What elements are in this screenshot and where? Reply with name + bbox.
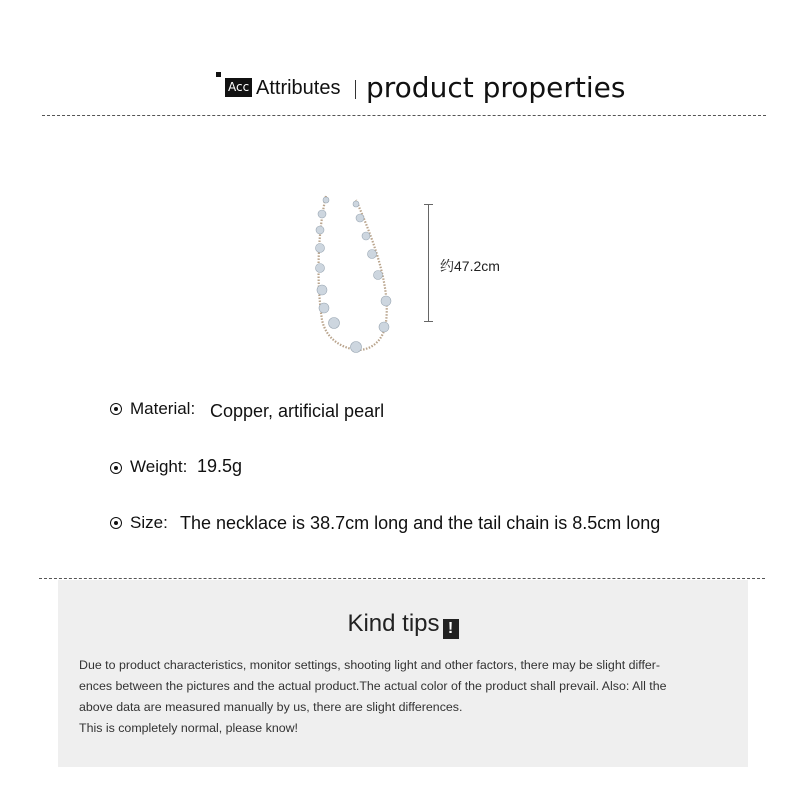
attribute-label: Size:	[130, 513, 168, 532]
attribute-label: Material:	[130, 399, 196, 418]
dashed-divider-top	[42, 115, 766, 116]
attribute-row-material	[110, 399, 410, 427]
necklace-image	[300, 190, 410, 370]
attribute-row-size	[110, 513, 710, 541]
header-badge: Acc	[225, 78, 252, 97]
section-header	[0, 66, 800, 110]
attribute-value: The necklace is 38.7cm long and the tail chain is 8.5cm long	[180, 513, 661, 533]
kind-tips-line: ences between the pictures and the actual product.The actual color of the product shall prevail. Also: All the	[79, 679, 667, 693]
measurement-line	[428, 204, 429, 322]
attribute-row-weight	[110, 457, 310, 485]
kind-tips-line: Due to product characteristics, monitor settings, shooting light and other factors, there may be slight differ-	[79, 658, 661, 672]
attribute-label: Weight:	[130, 457, 188, 476]
kind-tips-title-text: Kind tips	[347, 610, 440, 637]
dashed-divider-bottom	[39, 578, 765, 579]
kind-tips-panel	[58, 580, 748, 767]
attribute-value: 19.5g	[197, 456, 243, 476]
header-divider	[355, 80, 356, 99]
measurement-cap-bottom	[424, 321, 433, 322]
attribute-value: Copper, artificial pearl	[210, 401, 385, 421]
kind-tips-line: This is completely normal, please know!	[79, 721, 298, 735]
bullet-icon	[110, 517, 122, 529]
page-title: product properties	[366, 71, 626, 104]
header-dot-icon	[216, 72, 221, 77]
kind-tips-title	[58, 610, 748, 639]
bullet-icon	[110, 403, 122, 415]
bullet-icon	[110, 462, 122, 474]
measurement-cap-top	[424, 204, 433, 205]
measurement-label: 约47.2cm	[440, 258, 500, 274]
kind-tips-body	[79, 655, 734, 739]
header-subtitle-en: Attributes	[256, 77, 341, 99]
exclamation-icon: !	[443, 619, 459, 639]
kind-tips-line: above data are measured manually by us, there are slight differences.	[79, 700, 463, 714]
